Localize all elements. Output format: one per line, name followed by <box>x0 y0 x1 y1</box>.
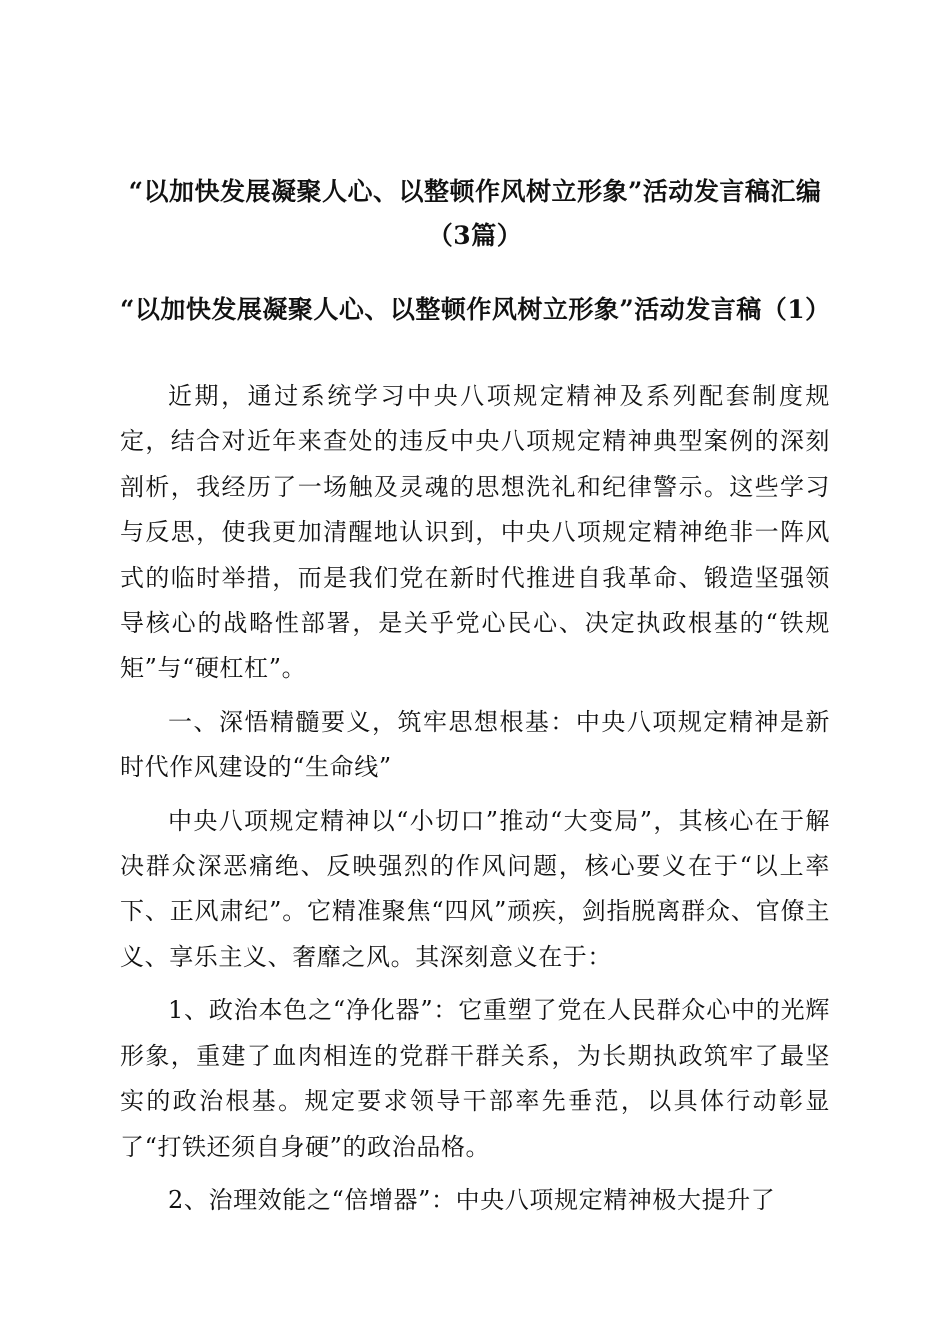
document-body <box>120 374 830 1231</box>
intro-paragraph: 近期，通过系统学习中央八项规定精神及系列配套制度规定，结合对近年来查处的违反中央八项规定精神典型案例的深刻剖析，我经历了一场触及灵魂的思想洗礼和纪律警示。这些学习与反思，使我更加清醒地认识到，中央八项规定精神绝非一阵风式的临时举措，而是我们党在新时代推进自我革命、锻造坚强领导核心的战略性部署，是关乎党心民心、决定执政根基的“铁规矩”与“硬杠杠”。 <box>120 382 830 683</box>
document-page <box>120 0 830 1344</box>
section-heading-1: 一、深悟精髓要义，筑牢思想根基：中央八项规定精神是新时代作风建设的“生命线” <box>120 707 830 782</box>
point-2-paragraph: 2、治理效能之“倍增器”：中央八项规定精神极大提升了 <box>168 1185 776 1214</box>
speech-title: “以加快发展凝聚人心、以整顿作风树立形象”活动发言稿（1） <box>120 295 831 324</box>
point-1-paragraph: 1、政治本色之“净化器”：它重塑了党在人民群众心中的光辉形象，重建了血肉相连的党群干群关系，为长期执政筑牢了最坚实的政治根基。规定要求领导干部率先垂范，以具体行动彰显了“打铁还须自身硬”的政治品格。 <box>120 996 830 1161</box>
document-main-title: “以加快发展凝聚人心、以整顿作风树立形象”活动发言稿汇编（3篇） <box>128 177 822 250</box>
section-paragraph: 中央八项规定精神以“小切口”推动“大变局”，其核心在于解决群众深恶痛绝、反映强烈的作风问题，核心要义在于“以上率下、正风肃纪”。它精准聚焦“四风”顽疾，剑指脱离群众、官僚主义、享乐主义、奢靡之风。其深刻意义在于： <box>120 806 830 971</box>
